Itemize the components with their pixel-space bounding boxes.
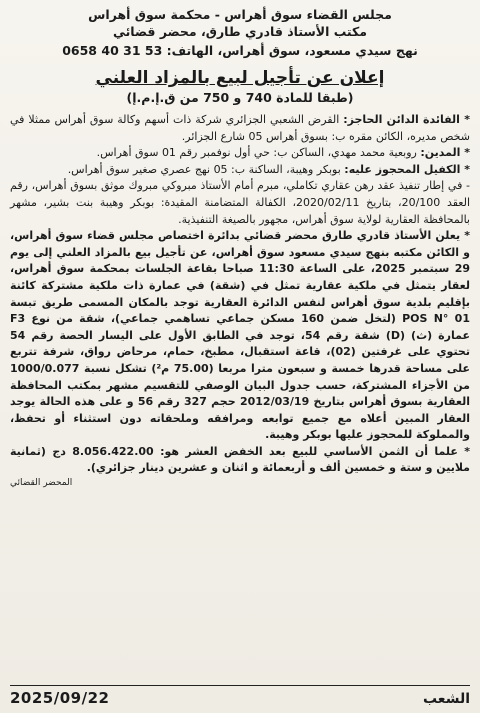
- publication-date: 2025/09/22: [10, 689, 110, 707]
- bailiff-signature: المحضر القضائي: [10, 478, 73, 489]
- newspaper-footer: [10, 685, 470, 707]
- newspaper-name: الشعب: [422, 691, 470, 707]
- court-name: مجلس القضاء سوق أهراس - محكمة سوق أهراس: [88, 7, 392, 22]
- context-paragraph: - في إطار تنفيذ عقد رهن عقاري تكاملي، مبرم أمام الأستاذ مبروكي مبروك موثق بسوق أهراس، رقم العقد 20/100، بتاريخ 2020/02/11، الكفالة المتضامنة المقيدة: بوبكر وهيبة بنت بشير، مشهر بالمحافظة العقارية لولاية سوق أهراس، مجهور بالصيغة التنفيذية.: [10, 179, 471, 226]
- announcement-paragraph: * يعلن الأستاذ قادري طارق محضر قضائي بدائرة اختصاص مجلس قضاء سوق أهراس، و الكائن مكتبه بنهج سيدي مسعود سوق أهراس، عن تأجيل بيع بالمزاد العلني إلى يوم 29 سبتمبر 2025، على الساعة 11:30 صباحا بقاعة الجلسات بمحكمة سوق أهراس، لعقار يتمثل في ملكية عقارية تمثل في (شقة) في عمارة ذات ملكية مشتركة كائنة بإقليم بلدية سوق أهراس لنفس الدائرة العقارية توجد بالمكان المسمى طريق تبسة POS N° 01 (لتخل ضمن 160 مسكن جماعي تساهمي جماعي)، شقة من نوع F3 عمارة (ث) (D) شقة رقم 54، توجد في الطابق الأول على اليسار الحصة رقم 54 تحتوي على غرفتين (02)، قاعة استقبال، مطبخ، حمام، مرحاض رواق، شرفة تتربع على مساحة قدرها خمسة و سبعون مترا مربعا (75.00 م²) تشكل نسبة 1000/0.077 من الأجزاء المشتركة، حسب جدول البيان الوصفي للتقسيم مشهر بمكتب المحافظة العقارية بسوق أهراس بتاريخ 2012/03/19 حجم 327 رقم 56 و على هذه الحالة يوجد العقار المبين أعلاه مع جميع توابعه ومرافقه وملحقاته دون استثناء أو تحفظ، والمملوكة للمحجوز عليها بوبكر وهيبة.: [10, 229, 471, 442]
- debtor-label: * المدين:: [420, 146, 470, 160]
- price-paragraph: * علما أن الثمن الأساسي للبيع بعد الخفض العشر هو: 8.056.422.00 دج (ثمانية ملايين و ستة و خمسين ألف و أربعمائة و اثنان و عشرين دينار جزائري).: [10, 444, 470, 475]
- guarantor-paragraph: [10, 162, 470, 179]
- office-address-phone: نهج سيدي مسعود، سوق أهراس، الهاتف: 53 31 40 0658: [62, 43, 418, 58]
- guarantor-text: بوبكر وهيبة، الساكنة ب: 05 نهج عصري صغير سوق أهراس.: [67, 162, 341, 176]
- bailiff-office: مكتب الأستاذ قادري طارق، محضر قضائي: [112, 24, 368, 39]
- guarantor-label: * الكفيل المحجوز عليه:: [344, 162, 470, 176]
- debtor-text: روبعية محمد مهدي، الساكن ب: حي أول نوفمبر رقم 01 سوق أهراس.: [96, 146, 417, 160]
- creditor-label: * الفائدة الدائن الحاجز:: [343, 113, 470, 126]
- notice-header: [10, 6, 470, 59]
- creditor-text: القرض الشعبي الجزائري شركة ذات أسهم وكالة سوق أهراس ممثلا في شخص مديره، الكائن مقره ب: بسوق أهراس 05 شارع الجزائر.: [10, 113, 470, 143]
- creditor-paragraph: [10, 112, 470, 145]
- notice-subtitle: (طبقا للمادة 740 و 750 من ق.إ.م.إ): [126, 90, 354, 105]
- debtor-paragraph: [10, 145, 470, 162]
- notice-title: إعلان عن تأجيل لبيع بالمزاد العلني: [95, 68, 385, 88]
